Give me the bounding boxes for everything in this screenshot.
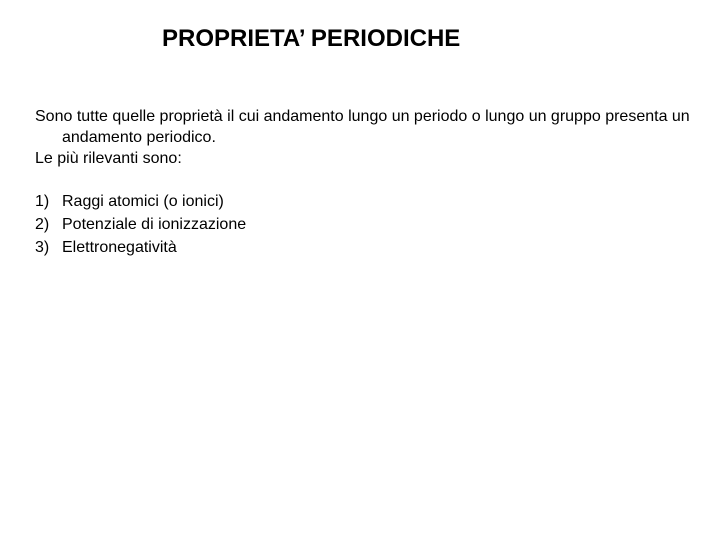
- list-item: [35, 190, 695, 213]
- properties-list: [35, 190, 695, 259]
- list-item: [35, 236, 695, 259]
- list-item-text: Raggi atomici (o ionici): [62, 193, 224, 210]
- slide-body: [35, 106, 695, 259]
- list-item-number: 2): [35, 216, 50, 233]
- list-item: [35, 213, 695, 236]
- lead-paragraph: Le più rilevanti sono:: [35, 150, 182, 167]
- slide-title: PROPRIETA’ PERIODICHE: [162, 25, 461, 52]
- list-item-text: Elettronegatività: [62, 239, 177, 256]
- list-item-number: 3): [35, 239, 50, 256]
- list-item-number: 1): [35, 193, 50, 210]
- intro-paragraph: Sono tutte quelle proprietà il cui andamento lungo un periodo o lungo un gruppo presenta un andamento periodico.: [35, 108, 690, 146]
- list-item-text: Potenziale di ionizzazione: [62, 216, 247, 233]
